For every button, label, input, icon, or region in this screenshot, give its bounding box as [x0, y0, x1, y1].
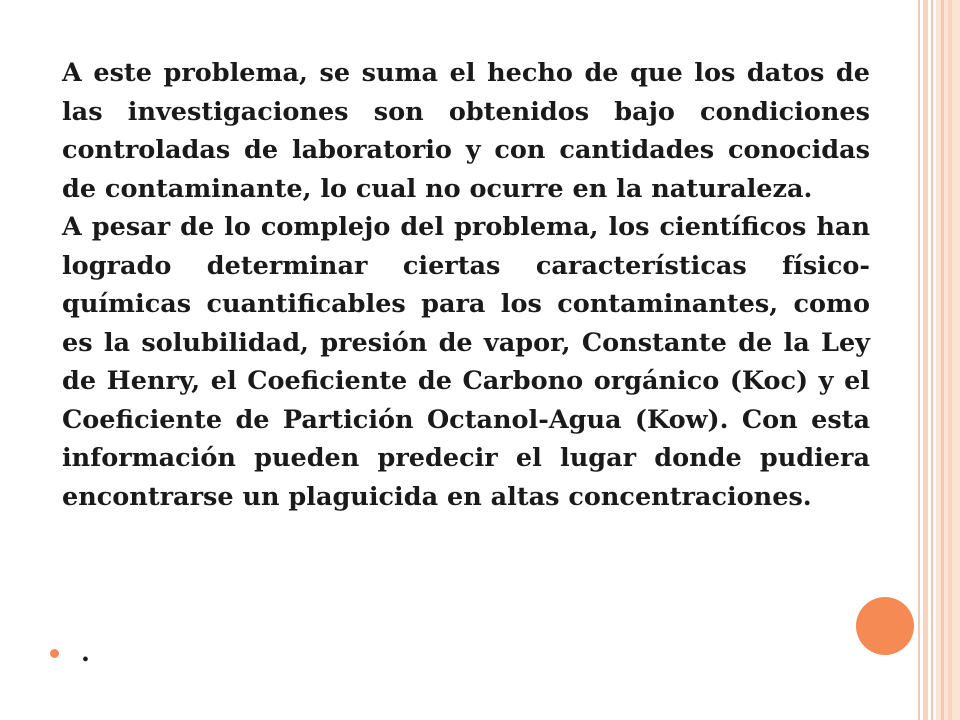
- decorative-stripe: [918, 0, 920, 720]
- bullet-text: .: [81, 638, 90, 668]
- decorative-stripe: [941, 0, 944, 720]
- decorative-circle-icon: [856, 597, 914, 655]
- paragraph-1: A este problema, se suma el hecho de que los datos de las investigaciones son obtenidos bajo condiciones controladas de laboratorio y con cantidades conocidas de contaminante, lo cual no ocurre en la naturaleza.: [62, 58, 870, 204]
- bullet-dot-icon: [50, 649, 59, 658]
- decorative-stripe: [931, 0, 933, 720]
- slide-body: [62, 54, 870, 516]
- paragraph-2: A pesar de lo complejo del problema, los científicos han logrado determinar ciertas características físico-químicas cuantificables para los contaminantes, como es la solubilidad, presión de vapor, Constante de la Ley de Henry, el Coeficiente de Carbono orgánico (Koc) y el Coeficiente de Partición Octanol-Agua (Kow). Con esta información pueden predecir el lugar donde pudiera encontrarse un plaguicida en altas concentraciones.: [62, 212, 870, 512]
- decorative-stripe: [948, 0, 952, 720]
- bullet-item: [50, 638, 90, 668]
- decorative-stripe: [923, 0, 928, 720]
